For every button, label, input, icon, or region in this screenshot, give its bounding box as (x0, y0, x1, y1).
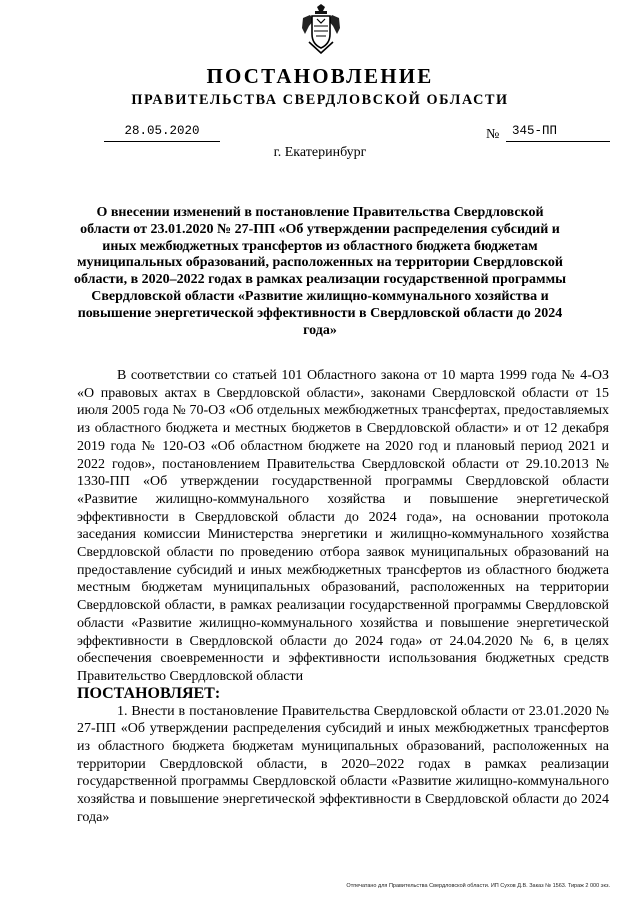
document-type-title: ПОСТАНОВЛЕНИЕ (206, 64, 434, 88)
document-heading: О внесении изменений в постановление Правительства Свердловской области от 23.01.2020 № 27-ПП «Об утверждении распределения субсидий и иных межбюджетных трансфертов из областного бюджета бюджетам муниципальных образований, расположенных на территории Свердловской области, в 2020–2022 годах в рамках реализации государственной программы Свердловской области «Развитие жилищно-коммунального хозяйства и повышение энергетической эффективности в Свердловской области до 2024 года» (73, 205, 567, 338)
document-number: 345-ПП (512, 124, 558, 138)
coat-of-arms-icon (300, 4, 342, 54)
preamble-paragraph: В соответствии со статьей 101 Областного закона от 10 марта 1999 года № 4-ОЗ «О правовых актах в Свердловской области», законами Свердловской области от 15 июля 2005 года № 70-ОЗ «Об отдельных межбюджетных трансфертах, предоставляемых из областного бюджета и местных бюджетов в Свердловской области» и от 12 декабря 2019 года № 120-ОЗ «Об областном бюджете на 2020 год и плановый период 2021 и 2022 годов», постановлением Правительства Свердловской области от 29.10.2013 № 1330-ПП «Об утверждении государственной программы Свердловской области «Развитие жилищно-коммунального хозяйства и повышение энергетической эффективности в Свердловской области до 2024 года», на основании протокола заседания комиссии Министерства энергетики и жилищно-коммунального хозяйства Свердловской области по проведению отбора заявок муниципальных образований на предоставление субсидий и иных межбюджетных трансфертов из областного бюджета местным бюджетам муниципальных образований, расположенных на территории Свердловской области, в рамках реализации государственной программы Свердловской области «Развитие жилищно-коммунального хозяйства и повышение энергетической эффективности в Свердловской области до 2024 года» от 24.04.2020 № 6, в целях обеспечения своевременности и эффективности использования бюджетных средств Правительство Свердловской области (77, 368, 609, 684)
resolves-verb: ПОСТАНОВЛЯЕТ: (77, 684, 221, 702)
date-underline (104, 141, 220, 142)
issuing-authority: ПРАВИТЕЛЬСТВА СВЕРДЛОВСКОЙ ОБЛАСТИ (131, 92, 509, 108)
document-body (77, 367, 609, 827)
number-sign: № (486, 127, 500, 142)
number-underline (506, 141, 610, 142)
item-1-paragraph: 1. Внести в постановление Правительства Свердловской области от 23.01.2020 № 27-ПП «Об утверждении распределения субсидий и иных межбюджетных трансфертов из областного бюджета бюджетам муниципальных образований, расположенных на территории Свердловской области, в 2020–2022 годах в рамках реализации государственной программы Свердловской области «Развитие жилищно-коммунального хозяйства и повышение энергетической эффективности в Свердловской области до 2024 года» (77, 703, 609, 825)
print-footer: Отпечатано для Правительства Свердловской области. ИП Сухов Д.В. Заказ № 1563. Тираж 2 000 экз. (346, 883, 610, 889)
document-date: 28.05.2020 (124, 124, 200, 138)
city: г. Екатеринбург (273, 145, 367, 160)
